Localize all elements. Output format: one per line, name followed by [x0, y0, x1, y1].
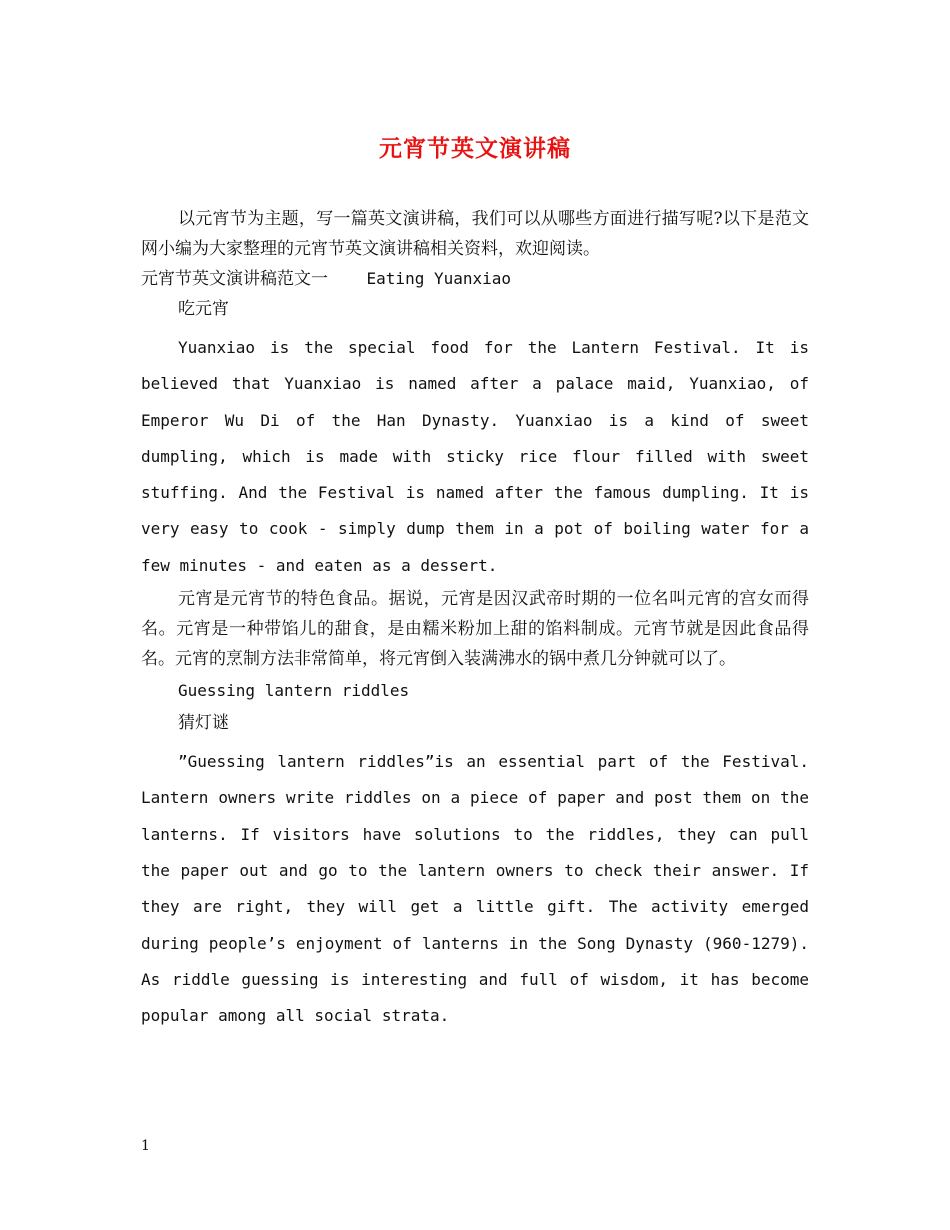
section1-paragraph-cn: 元宵是元宵节的特色食品。据说，元宵是因汉武帝时期的一位名叫元宵的宫女而得名。元宵是一种带馅儿的甜食，是由糯米粉加上甜的馅料制成。元宵节就是因此食品得名。元宵的烹制方法非常简单，将元宵倒入装满沸水的锅中煮几分钟就可以了。: [141, 589, 809, 670]
sample-label-line: [141, 264, 809, 294]
section2-paragraph-en: ”Guessing lantern riddles”is an essential part of the Festival. Lantern owners write riddles on a piece of paper and post them on the lanterns. If visitors have solutions to the riddles, they can pull the paper out and go to the lantern owners to check their answer. If they are right, they will get a little gift. The activity emerged during people’s enjoyment of lanterns in the Song Dynasty (960-1279). As riddle guessing is interesting and full of wisdom, it has become popular among all social strata.: [141, 752, 809, 1026]
section1-heading-cn: 吃元宵: [178, 299, 229, 319]
section2-heading-cn: 猜灯谜: [178, 713, 229, 734]
section2-heading-en: Guessing lantern riddles: [178, 681, 410, 701]
section1-paragraph-en: Yuanxiao is the special food for the Lantern Festival. It is believed that Yuanxiao is named after a palace maid, Yuanxiao, of Emperor Wu Di of the Han Dynasty. Yuanxiao is a kind of sweet dumpling, which is made with sticky rice flour filled with sweet stuffing. And the Festival is named after the famous dumpling. It is very easy to cook - simply dump them in a pot of boiling water for a few minutes - and eaten as a dessert.: [141, 338, 809, 575]
page-number: 1: [141, 1138, 150, 1154]
section1-heading-en: Eating Yuanxiao: [366, 269, 512, 288]
document-body: [141, 204, 809, 1034]
sample-label: 元宵节英文演讲稿范文一: [141, 269, 328, 289]
document-title: 元宵节英文演讲稿: [379, 135, 571, 162]
intro-paragraph: 以元宵节为主题，写一篇英文演讲稿，我们可以从哪些方面进行描写呢?以下是范文网小编为大家整理的元宵节英文演讲稿相关资料，欢迎阅读。: [141, 209, 809, 259]
